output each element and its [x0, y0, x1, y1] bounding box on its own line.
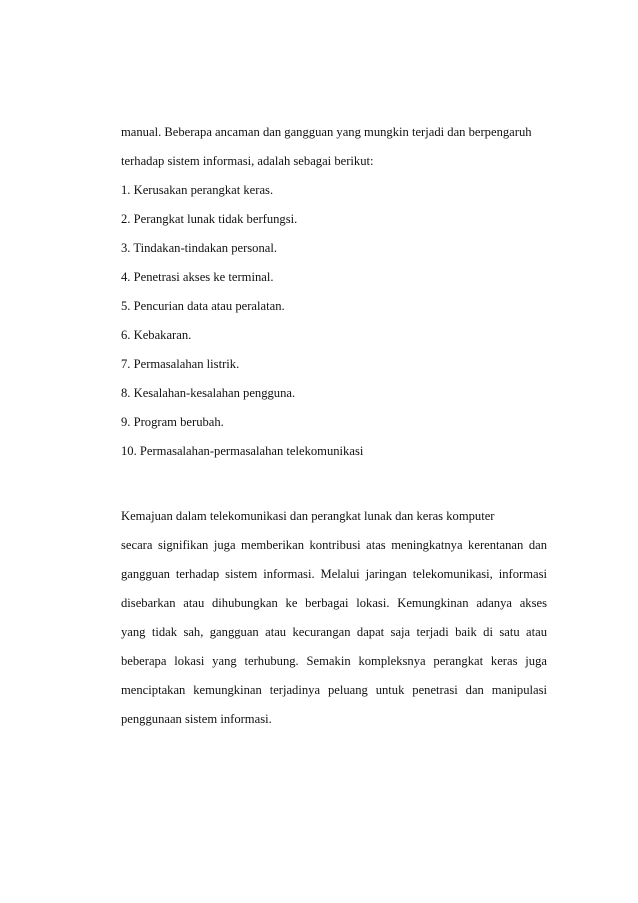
list-item: 8. Kesalahan-kesalahan pengguna.: [121, 386, 296, 400]
list-item: 6. Kebakaran.: [121, 328, 192, 342]
list-item: 10. Permasalahan-permasalahan telekomunikasi: [121, 444, 364, 458]
paragraph-line: menciptakan kemungkinan terjadinya peluang untuk penetrasi dan manipulasi: [121, 683, 547, 697]
intro-line-1: manual. Beberapa ancaman dan gangguan yang mungkin terjadi dan berpengaruh: [121, 125, 532, 139]
paragraph-line: Kemajuan dalam telekomunikasi dan perangkat lunak dan keras komputer: [121, 509, 495, 523]
list-item: 1. Kerusakan perangkat keras.: [121, 183, 274, 197]
list-item: 7. Permasalahan listrik.: [121, 357, 240, 371]
paragraph-line: yang tidak sah, gangguan atau kecurangan dapat saja terjadi baik di satu atau: [121, 625, 547, 639]
paragraph-line: gangguan terhadap sistem informasi. Melalui jaringan telekomunikasi, informasi: [121, 567, 547, 581]
paragraph-line: beberapa lokasi yang terhubung. Semakin kompleksnya perangkat keras juga: [121, 654, 547, 668]
paragraph-line: penggunaan sistem informasi.: [121, 712, 272, 726]
list-item: 2. Perangkat lunak tidak berfungsi.: [121, 212, 298, 226]
list-item: 3. Tindakan-tindakan personal.: [121, 241, 278, 255]
paragraph-line: disebarkan atau dihubungkan ke berbagai lokasi. Kemungkinan adanya akses: [121, 596, 547, 610]
threat-list-section: [121, 122, 547, 470]
list-item: 4. Penetrasi akses ke terminal.: [121, 270, 274, 284]
paragraph-line: secara signifikan juga memberikan kontribusi atas meningkatnya kerentanan dan: [121, 538, 547, 552]
body-paragraph: [121, 506, 547, 738]
list-item: 5. Pencurian data atau peralatan.: [121, 299, 285, 313]
intro-line-2: terhadap sistem informasi, adalah sebagai berikut:: [121, 154, 374, 168]
list-item: 9. Program berubah.: [121, 415, 224, 429]
